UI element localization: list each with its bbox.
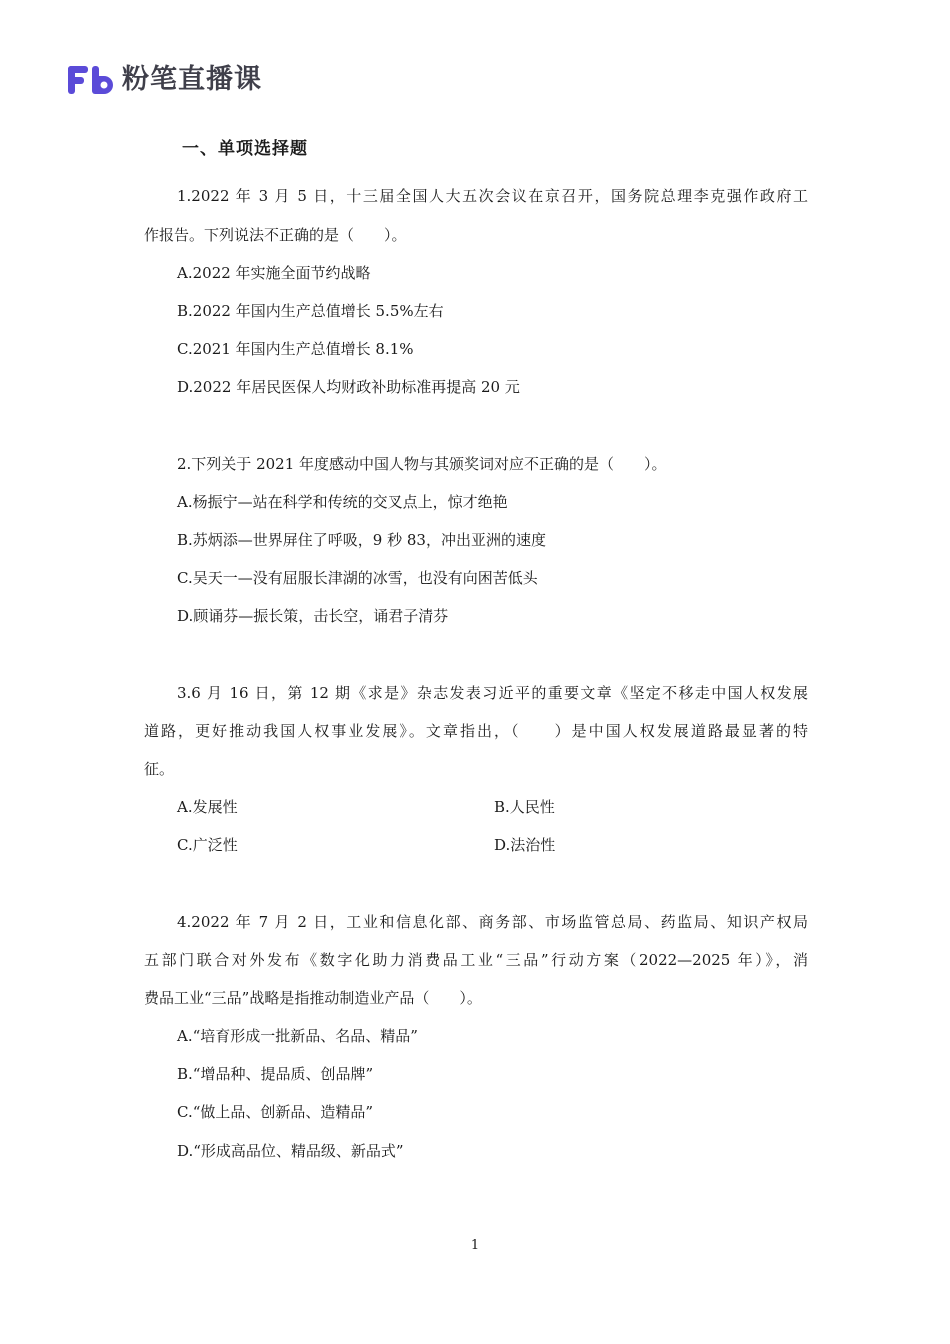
question-2-option-b: B.苏炳添—世界屏住了呼吸，9 秒 83，冲出亚洲的速度 [177, 531, 546, 549]
question-3-option-b: B.人民性 [494, 798, 555, 816]
question-1-stem-line-1: 1.2022 年 3 月 5 日，十三届全国人大五次会议在京召开，国务院总理李克强作政府工 [177, 187, 808, 205]
question-2-option-d: D.顾诵芬—振长策，击长空，诵君子清芬 [177, 607, 449, 625]
question-1-option-c: C.2021 年国内生产总值增长 8.1% [177, 340, 414, 358]
question-1-option-a: A.2022 年实施全面节约战略 [177, 264, 371, 282]
question-3-option-a: A.发展性 [177, 798, 238, 816]
question-4-option-b: B.“增品种、提品质、创品牌” [177, 1065, 374, 1083]
question-4-option-a: A.“培育形成一批新品、名品、精品” [177, 1027, 418, 1045]
question-2-stem-line-1: 2.下列关于 2021 年度感动中国人物与其颁奖词对应不正确的是（ ）。 [177, 455, 667, 473]
question-3-stem-line-3: 征。 [144, 760, 175, 778]
question-3-stem-line-2: 道路，更好推动我国人权事业发展》。文章指出，（ ）是中国人权发展道路最显著的特 [144, 722, 808, 740]
question-3-stem-line-1: 3.6 月 16 日，第 12 期《求是》杂志发表习近平的重要文章《坚定不移走中国人权发展 [177, 684, 808, 702]
question-2-option-c: C.吴天一—没有屈服长津湖的冰雪，也没有向困苦低头 [177, 569, 538, 587]
question-1-option-d: D.2022 年居民医保人均财政补助标准再提高 20 元 [177, 378, 520, 396]
section-title: 一、单项选择题 [182, 139, 308, 159]
question-4-stem-line-3: 费品工业“三品”战略是指推动制造业产品（ ）。 [144, 989, 482, 1007]
question-1-option-b: B.2022 年国内生产总值增长 5.5%左右 [177, 302, 444, 320]
question-3-option-c: C.广泛性 [177, 836, 238, 854]
fenbi-logo-icon [66, 63, 116, 97]
question-1-stem-line-2: 作报告。下列说法不正确的是（ ）。 [144, 226, 407, 244]
header [66, 62, 262, 98]
page-number: 1 [470, 1238, 480, 1253]
question-3-option-d: D.法治性 [494, 836, 556, 854]
question-4-option-c: C.“做上品、创新品、造精品” [177, 1103, 374, 1121]
question-4-stem-line-1: 4.2022 年 7 月 2 日，工业和信息化部、商务部、市场监管总局、药监局、知识产权局 [177, 913, 808, 931]
logo-text: 粉笔直播课 [122, 64, 262, 95]
question-4-stem-line-2: 五部门联合对外发布《数字化助力消费品工业“三品”行动方案（2022—2025 年）》，消 [144, 951, 808, 969]
question-2-option-a: A.杨振宁—站在科学和传统的交叉点上，惊才绝艳 [177, 493, 508, 511]
question-4-option-d: D.“形成高品位、精品级、新品式” [177, 1142, 404, 1160]
